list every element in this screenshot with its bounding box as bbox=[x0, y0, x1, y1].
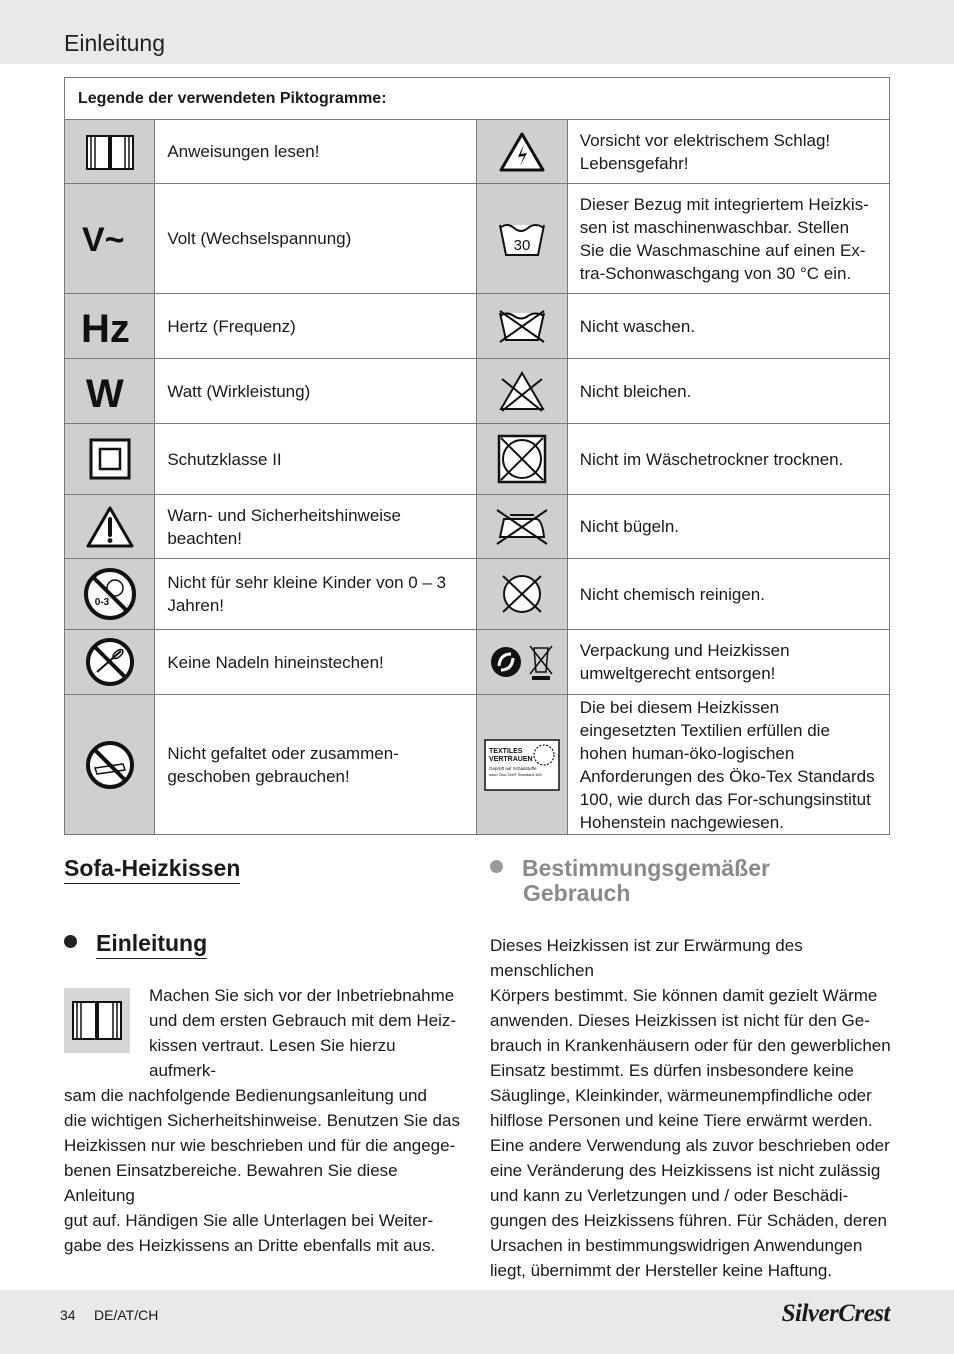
hertz-symbol-text: Hz bbox=[80, 307, 130, 348]
legend-text: Verpackung und Heizkissen umweltgerecht entsorgen! bbox=[567, 630, 889, 695]
page-number: 34 bbox=[60, 1307, 76, 1323]
recycling-icon bbox=[477, 630, 567, 695]
legend-text: Nicht im Wäschetrockner trocknen. bbox=[567, 424, 889, 495]
legend-text: Nicht waschen. bbox=[567, 294, 889, 359]
legend-text: Dieser Bezug mit integriertem Heizkis-sen ist maschinenwaschbar. Stellen Sie die Waschmaschine auf einen Ex-tra-Schonwaschgang von 30 °C ein. bbox=[567, 184, 889, 294]
no-needles-icon bbox=[65, 630, 155, 695]
protection-class-icon bbox=[65, 424, 155, 495]
do-not-dry-clean-icon bbox=[477, 559, 567, 630]
age-badge: 0-3 bbox=[94, 597, 109, 608]
intro-paragraph: Machen Sie sich vor der Inbetriebnahme und dem ersten Gebrauch mit dem Heiz- kissen vertraut. Lesen Sie hierzu aufmerk- sam die nachfolgende Bedienungsanleitung und die wichtigen Sicherheitshinweise. Benutzen Sie das Heizkissen nur wie beschrieben und für die angege- benen Einsatzbereiche. Bewahren Sie diese Anleitung gut auf. Händigen Sie alle Unterlagen bei Weiter- gabe des Heizkissens an Dritte ebenfalls mit aus. bbox=[64, 986, 460, 1255]
page-header-bar bbox=[0, 0, 954, 64]
intro-heading: Einleitung bbox=[64, 930, 207, 957]
legend-heading: Legende der verwendeten Piktogramme: bbox=[65, 78, 890, 120]
product-title: Sofa-Heizkissen bbox=[64, 855, 240, 882]
warning-triangle-icon bbox=[65, 495, 155, 559]
legend-text: Vorsicht vor elektrischem Schlag! Lebensgefahr! bbox=[567, 120, 889, 184]
do-not-tumble-dry-icon bbox=[477, 424, 567, 495]
oeko-tex-line-4: nach Öko-Tex® Standard 100 bbox=[489, 771, 542, 777]
book-icon bbox=[65, 120, 155, 184]
oeko-tex-line-1: TEXTILES bbox=[489, 747, 523, 755]
legend-text: Watt (Wirkleistung) bbox=[155, 359, 477, 424]
watt-symbol bbox=[65, 359, 155, 424]
legend-text: Nicht bügeln. bbox=[567, 495, 889, 559]
legend-text: Anweisungen lesen! bbox=[155, 120, 477, 184]
intended-use-heading: Bestimmungsgemäßer Gebrauch bbox=[490, 856, 770, 906]
oeko-tex-line-3: Geprüft auf Schadstoffe bbox=[489, 765, 537, 771]
oeko-tex-line-2: VERTRAUEN bbox=[489, 755, 533, 763]
legend-text: Warn- und Sicherheitshinweise beachten! bbox=[155, 495, 477, 559]
legend-text: Keine Nadeln hineinstechen! bbox=[155, 630, 477, 695]
do-not-iron-icon bbox=[477, 495, 567, 559]
bullet-icon bbox=[64, 935, 77, 948]
pictogram-legend-table bbox=[64, 77, 890, 835]
oeko-tex-label bbox=[477, 695, 567, 835]
legend-text: Nicht bleichen. bbox=[567, 359, 889, 424]
legend-text: Nicht gefaltet oder zusammen-geschoben gebrauchen! bbox=[155, 695, 477, 835]
page-footer bbox=[0, 1290, 954, 1354]
volt-symbol-text: V~ bbox=[81, 220, 125, 259]
electric-shock-icon bbox=[477, 120, 567, 184]
no-small-children-icon bbox=[65, 559, 155, 630]
locale-label: DE/AT/CH bbox=[94, 1307, 159, 1323]
no-folding-icon bbox=[65, 695, 155, 835]
wash-temperature-label: 30 bbox=[513, 236, 531, 254]
brand-logo: SilverCrest bbox=[781, 1300, 890, 1327]
hertz-symbol bbox=[65, 294, 155, 359]
page-title: Einleitung bbox=[64, 30, 166, 56]
legend-text: Nicht für sehr kleine Kinder von 0 – 3 Jahren! bbox=[155, 559, 477, 630]
do-not-wash-icon bbox=[477, 294, 567, 359]
watt-symbol-text: W bbox=[85, 372, 124, 413]
do-not-bleach-icon bbox=[477, 359, 567, 424]
bullet-icon bbox=[490, 860, 503, 873]
volt-symbol bbox=[65, 184, 155, 294]
legend-text: Volt (Wechselspannung) bbox=[155, 184, 477, 294]
legend-text: Nicht chemisch reinigen. bbox=[567, 559, 889, 630]
legend-text: Schutzklasse II bbox=[155, 424, 477, 495]
legend-text: Hertz (Frequenz) bbox=[155, 294, 477, 359]
wash-30-icon bbox=[477, 184, 567, 294]
intended-use-paragraph: Dieses Heizkissen ist zur Erwärmung des menschlichen Körpers bestimmt. Sie können damit gezielt Wärme anwenden. Dieses Heizkissen ist nicht für den Ge- brauch in Krankenhäusern oder für den gewerblichen Einsatz bestimmt. Es dürfen insbesondere keine Säuglinge, Kleinkinder, wärmeunempfindliche oder hilflose Personen und keine Tiere erwärmt werden. Eine andere Verwendung als zuvor beschrieben oder eine Veränderung des Heizkissens ist nicht zulässig und kann zu Verletzungen und / oder Beschädi- gungen des Heizkissens führen. Für Schäden, deren Ursachen in bestimmungswidrigen Anwendungen liegt, übernimmt der Hersteller keine Haftung. bbox=[490, 936, 891, 1280]
legend-text: Die bei diesem Heizkissen eingesetzten Textilien erfüllen die hohen human-öko-logischen Anforderungen des Öko-Tex Standards 100, wie durch das For-schungsinstitut Hohenstein nachgewiesen. bbox=[567, 695, 889, 835]
